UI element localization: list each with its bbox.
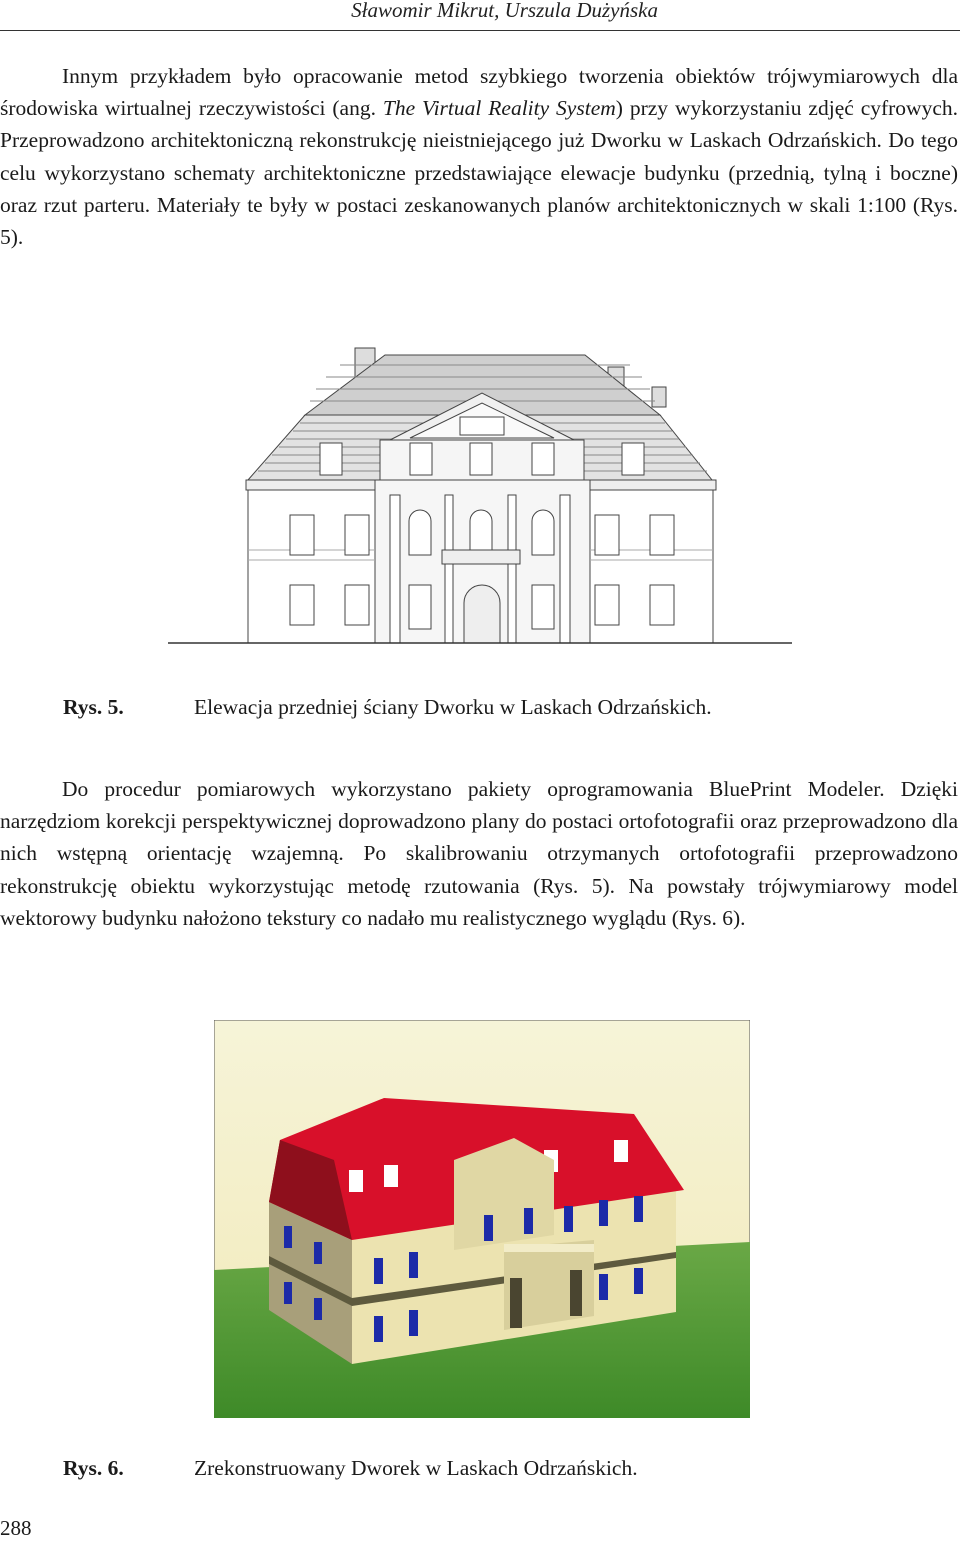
page-number: 288: [0, 1516, 32, 1540]
paragraph-1: [0, 60, 958, 253]
paragraph-2: [0, 773, 958, 934]
3d-render-image: [214, 1020, 750, 1418]
figure-5-label: Rys. 5.: [63, 695, 124, 719]
figure-6-3d-render: [214, 1020, 750, 1418]
elevation-drawing-image: [160, 345, 800, 655]
header-rule: [0, 30, 960, 31]
running-header: [0, 0, 960, 30]
figure-6-caption-text: Zrekonstruowany Dworek w Laskach Odrzańskich.: [194, 1456, 638, 1480]
figure-5-caption: [63, 695, 712, 720]
header-authors: Sławomir Mikrut, Urszula Dużyńska: [351, 0, 658, 22]
paragraph-1-text-a: Innym przykładem było opracowanie metod szybkiego tworzenia obiektów trójwymiarowych dla środowiska wirtualnej rzeczywistości (ang.: [0, 64, 958, 121]
paragraph-2-text: Do procedur pomiarowych wykorzystano pakiety oprogramowania BluePrint Modeler. Dzięki narzędziom korekcji perspektywicznej doprowadzono plany do postaci ortofotografii oraz przeprowadzono dla nich wstępną orientację wzajemną. Po skalibrowaniu otrzymanych ortofotografii przeprowadzono rekonstrukcję obiektu wykorzystując metodę rzutowania (Rys. 5). Na powstały trójwymiarowy model wektorowy budynku nałożono tekstury co nadało mu realistycznego wyglądu (Rys. 6).: [0, 777, 958, 930]
figure-5-elevation-drawing: [160, 345, 800, 655]
paragraph-1-italic-term: The Virtual Reality System: [382, 96, 616, 121]
figure-6-label: Rys. 6.: [63, 1456, 124, 1480]
paragraph-1-text-b: ) przy wykorzystaniu zdjęć cyfrowych. Przeprowadzono architektoniczną rekonstrukcję nieistniejącego już Dworku w Laskach Odrzańskich. Do tego celu wykorzystano schematy architektoniczne przedstawiające elewacje budynku (przednią, tylną i boczne) oraz rzut parteru. Materiały te były w postaci zeskanowanych planów architektonicznych w skali 1:100 (Rys. 5).: [0, 96, 959, 250]
figure-5-caption-text: Elewacja przedniej ściany Dworku w Laskach Odrzańskich.: [194, 695, 712, 719]
figure-6-caption: [63, 1456, 638, 1481]
